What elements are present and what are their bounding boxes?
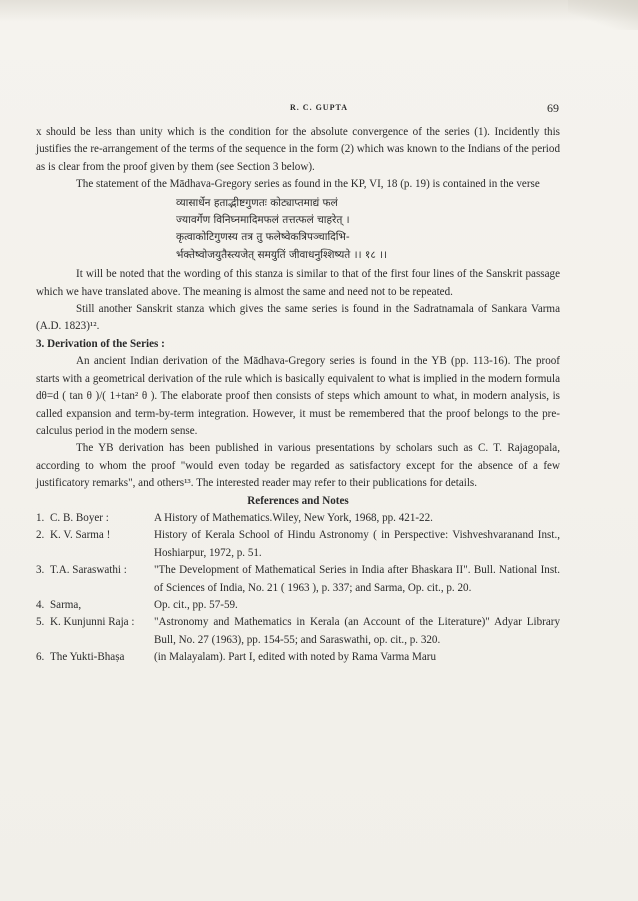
reference-item [36,649,560,666]
reference-text: (in Malayalam). Part I, edited with noted by Rama Varma Maru [154,651,436,664]
reference-author: Sarma, [50,598,82,611]
reference-number: 1. [36,511,45,524]
reference-item [36,597,560,614]
section-heading: 3. Derivation of the Series : [36,337,165,350]
reference-text: "The Development of Mathematical Series in India after Bhaskara II". Bull. National Inst. of Sciences of India, No. 21 ( 1963 ), p. 337; and Sarma, Op. cit., p. 20. [154,564,560,594]
paragraph-sadratnamala: Still another Sanskrit stanza which gives the same series is found in the Sadratnamala of Sankara Varma (A.D. 1823)¹². [36,303,560,333]
reference-text: A History of Mathematics.Wiley, New York, 1968, pp. 421-22. [154,511,433,524]
reference-item [36,510,560,527]
sanskrit-verse [36,195,560,265]
reference-text: Op. cit., pp. 57-59. [154,598,238,611]
reference-number: 4. [36,598,45,611]
reference-text: "Astronomy and Mathematics in Kerala (an Account of the Literature)" Adyar Library Bull, No. 27 (1963), pp. 154-55; and Saraswathi, op. cit., p. 320. [154,616,560,646]
reference-item [36,562,560,597]
reference-number: 2. [36,529,45,542]
verse-line: कृत्वाकोटिगुणस्य तत्र तु फलेष्वेकत्रिपञ्चादिभि- [176,231,350,244]
verse-line: र्भक्तेष्वोजयुतैस्त्यजेत् समयुतिं जीवाधनुश्शिष्यते ।। १८ ।। [176,248,388,261]
reference-number: 5. [36,616,45,629]
verse-line: ज्यावर्गेण विनिघ्नमादिमफलं तत्तत्फलं चाहरेत् । [176,214,350,227]
scan-top-shadow [0,0,638,22]
paragraph-yb-publications: The YB derivation has been published in various presentations by scholars such as C. T. Rajagopala, according to whom the proof "would even today be regarded as satisfactory except for the absence of a few justificatory remarks", and others¹³. The interested reader may refer to their publications for details. [36,442,560,490]
reference-item [36,614,560,649]
references-title: References and Notes [247,494,349,507]
verse-line: व्यासार्धेन हताद्भीष्टगुणतः कोट्याप्तमाद्यं फलं [176,196,338,209]
article-body [36,124,560,667]
reference-author: K. Kunjunni Raja : [50,616,135,629]
paragraph-wording: It will be noted that the wording of this stanza is similar to that of the first four lines of the Sanskrit passage which we have translated above. The meaning is almost the same and need not to be repeated. [36,268,560,298]
reference-number: 6. [36,651,45,664]
paragraph-derivation: An ancient Indian derivation of the Mādhava-Gregory series is found in the YB (pp. 113-16). The proof starts with a geometrical derivation of the rule which is basically equivalent to what is implied in the modern formula dθ=d ( tan θ )/( 1+tan² θ ). The elaborate proof then consists of steps which amount to what, in modern analysis, is called expansion and term-by-term integration. However, it must be remembered that the proof belongs to the pre-calculus period in the modern sense. [36,355,560,437]
reference-author: K. V. Sarma ! [50,529,111,542]
reference-author: The Yukti-Bhaṣa [50,651,125,664]
reference-text: History of Kerala School of Hindu Astronomy ( in Perspective: Vishveshvaranand Inst., Hoshiarpur, 1972, p. 51. [154,529,560,559]
page-header [0,101,638,117]
running-head: R. C. GUPTA [290,103,348,112]
paragraph-convergence: x should be less than unity which is the condition for the absolute convergence of the series (1). Incidently this justifies the re-arrangement of the terms of the sequence in the form (2) which was known to the Indians of the period as is clear from the proof given by them (see Section 3 below). [36,126,560,173]
paragraph-kp-statement: The statement of the Mādhava-Gregory series as found in the KP, VI, 18 (p. 19) is contained in the verse [76,178,540,191]
scan-corner-shadow [568,0,638,30]
reference-author: T.A. Saraswathi : [50,564,127,577]
reference-number: 3. [36,564,45,577]
reference-item [36,527,560,562]
reference-author: C. B. Boyer : [50,511,109,524]
page-number: 69 [547,101,559,115]
